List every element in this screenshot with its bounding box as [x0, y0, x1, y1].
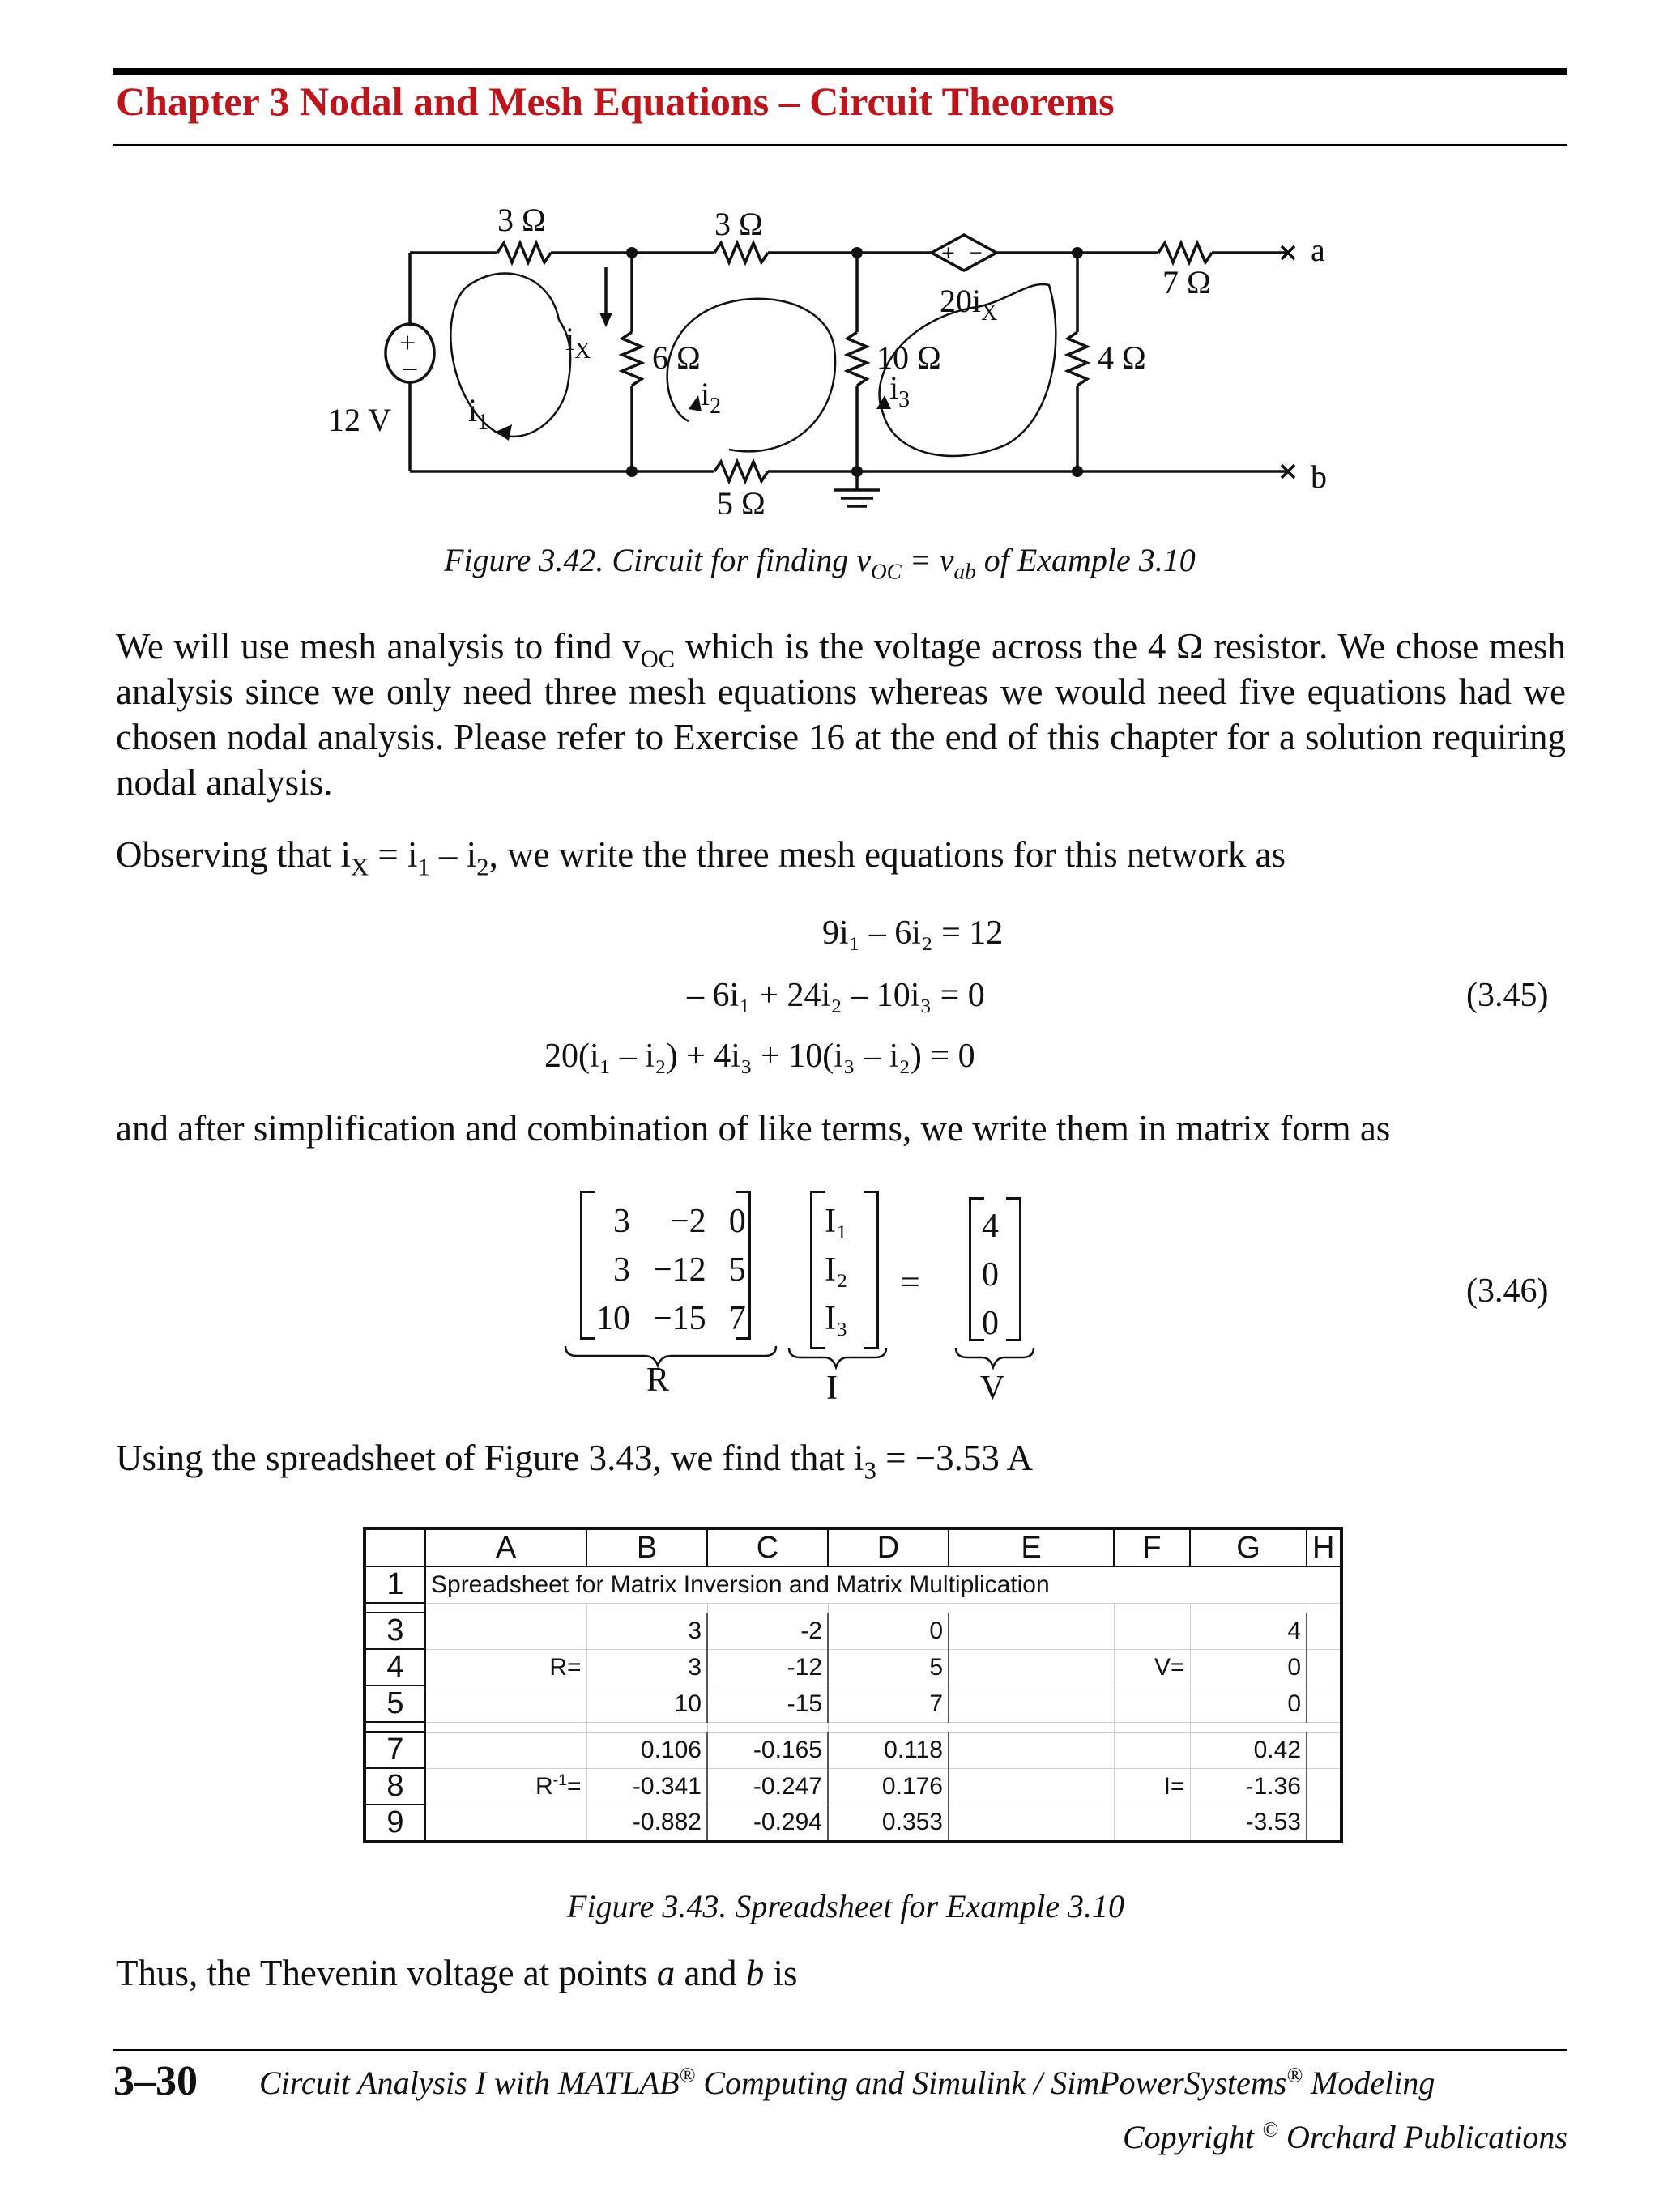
cell-r-1-2: 5 — [828, 1649, 949, 1686]
row-header-7: 7 — [365, 1732, 425, 1768]
cell-rinv-0-1: -0.165 — [707, 1732, 828, 1768]
cell-r-2-0: 10 — [586, 1686, 707, 1722]
paragraph-using-spreadsheet: Using the spreadsheet of Figure 3.43, we find that $i_3 = -3.53$ A — [116, 1438, 1034, 1485]
equation-3-45-line2: – 6i₁ + 24i₂ – 10i₃ = 0 — [687, 977, 985, 1014]
equation-number-3-45: (3.45) — [1466, 977, 1549, 1014]
equation-3-45-line3: 20(i₁ – i₂) + 4i₃ + 10(i₃ – i₂) = 0 — [544, 1038, 975, 1075]
col-f-header: F — [1114, 1528, 1190, 1566]
cell-v-2: 0 — [1190, 1686, 1307, 1722]
source-minus: − — [402, 353, 419, 386]
label-r-6: 6 Ω — [652, 339, 701, 376]
matrix-v: 4 0 0 — [982, 1208, 999, 1342]
cell-rinv-2-2: 0.353 — [828, 1805, 949, 1842]
cell-rinv-2-1: -0.294 — [707, 1805, 828, 1842]
label-matrix-v: V — [980, 1370, 1005, 1407]
footer-rule — [113, 2049, 1567, 2051]
cell-rinv-2-0: -0.882 — [586, 1805, 707, 1842]
cell-r-label: R= — [425, 1649, 586, 1686]
col-e-header: E — [949, 1528, 1114, 1566]
label-r-5: 5 Ω — [717, 485, 766, 522]
row-header-5: 5 — [365, 1686, 425, 1722]
dep-minus: − — [969, 240, 983, 266]
col-a-header: A — [425, 1528, 586, 1566]
cell-v-0: 4 — [1190, 1613, 1307, 1649]
col-c-header: C — [707, 1528, 828, 1566]
cell-rinv-label: $R^{-1}=$ — [425, 1768, 586, 1805]
paragraph-mesh-analysis: We will use mesh analysis to find $v_{OC}$ which is the voltage across the 4 Ω resistor. We chose mesh analysis since we only need three mesh equations whereas we would need five equations had we chosen nodal analysis. Please refer to Exercise 16 at the end of this chapter for a solution requiring nodal analysis. — [116, 626, 1566, 803]
row-header-4: 4 — [365, 1649, 425, 1686]
equation-3-45-line1: 9i₁ – 6i₂ = 12 — [822, 914, 1004, 952]
spreadsheet-title-cell: Spreadsheet for Matrix Inversion and Matrix Multiplication — [425, 1566, 1341, 1603]
row-header-8: 8 — [365, 1768, 425, 1805]
label-r-7: 7 Ω — [1162, 264, 1211, 300]
cell-i-0: 0.42 — [1190, 1732, 1307, 1768]
dep-plus: + — [941, 240, 955, 266]
label-matrix-i: I — [826, 1370, 838, 1407]
col-h-header: H — [1307, 1528, 1341, 1566]
corner-cell — [365, 1528, 425, 1566]
figure-3-42-caption: Figure 3.42. Circuit for finding $v_{OC} = v_{ab}$ of Example 3.10 — [444, 542, 1196, 584]
footer-book-title: Circuit Analysis I with MATLAB® Computing and Simulink / SimPowerSystems® Modeling — [259, 2063, 1435, 2101]
cell-v-label: V= — [1114, 1649, 1190, 1686]
label-node-b: b — [1311, 458, 1327, 495]
paragraph-thevenin: Thus, the Thevenin voltage at points a and b is — [116, 1953, 798, 1993]
cell-i-1: -1.36 — [1190, 1768, 1307, 1805]
page-number: 3–30 — [113, 2058, 198, 2104]
row-header-9: 9 — [365, 1805, 425, 1842]
spreadsheet — [363, 1527, 1343, 1843]
cell-rinv-1-2: 0.176 — [828, 1768, 949, 1805]
cell-r-2-1: -15 — [707, 1686, 828, 1722]
cell-rinv-1-1: -0.247 — [707, 1768, 828, 1805]
cell-r-2-2: 7 — [828, 1686, 949, 1722]
source-plus: + — [399, 326, 416, 359]
label-source: 12 V — [328, 402, 392, 438]
figure-3-43-caption: Figure 3.43. Spreadsheet for Example 3.10 — [567, 1888, 1125, 1924]
label-r-10: 10 Ω — [876, 339, 941, 376]
chapter-title: Chapter 3 Nodal and Mesh Equations – Circuit Theorems — [116, 79, 1115, 124]
cell-r-1-1: -12 — [707, 1649, 828, 1686]
footer-copyright: Copyright © Orchard Publications — [1122, 2117, 1567, 2155]
label-r-top2: 3 Ω — [714, 206, 763, 242]
cell-r-1-0: 3 — [586, 1649, 707, 1686]
cell-r-0-2: 0 — [828, 1613, 949, 1649]
col-g-header: G — [1190, 1528, 1307, 1566]
cell-i-label: I= — [1114, 1768, 1190, 1805]
label-node-a: a — [1311, 232, 1325, 268]
cell-r-0-0: 3 — [586, 1613, 707, 1649]
equation-number-3-46: (3.46) — [1466, 1272, 1549, 1310]
cell-i-2: -3.53 — [1190, 1805, 1307, 1842]
row-header-1: 1 — [365, 1566, 425, 1603]
matrix-equals-sign: = — [901, 1264, 920, 1302]
label-r-4: 4 Ω — [1098, 339, 1146, 376]
label-dep-source: $20i_X$ — [940, 283, 998, 326]
label-matrix-r: R — [646, 1362, 670, 1399]
label-i3: $i_3$ — [889, 369, 911, 412]
matrix-i: I₁ I₂ I₃ — [825, 1203, 848, 1337]
row-header-3: 3 — [365, 1613, 425, 1649]
label-r-top1: 3 Ω — [497, 202, 546, 238]
cell-v-1: 0 — [1190, 1649, 1307, 1686]
matrix-r: 3 −2 0 3 −12 5 10 −15 7 — [596, 1203, 746, 1337]
cell-rinv-0-0: 0.106 — [586, 1732, 707, 1768]
label-ix: $i_X$ — [565, 321, 591, 364]
paragraph-matrix-form: and after simplification and combination of like terms, we write them in matrix form as — [116, 1108, 1391, 1149]
paragraph-observing: Observing that $i_X = i_1 - i_2$, we write the three mesh equations for this network as — [116, 834, 1286, 881]
col-d-header: D — [828, 1528, 949, 1566]
cell-rinv-1-0: -0.341 — [586, 1768, 707, 1805]
label-i1: $i_1$ — [468, 392, 489, 435]
col-b-header: B — [586, 1528, 707, 1566]
cell-rinv-0-2: 0.118 — [828, 1732, 949, 1768]
cell-r-0-1: -2 — [707, 1613, 828, 1649]
label-i2: $i_2$ — [701, 376, 722, 419]
